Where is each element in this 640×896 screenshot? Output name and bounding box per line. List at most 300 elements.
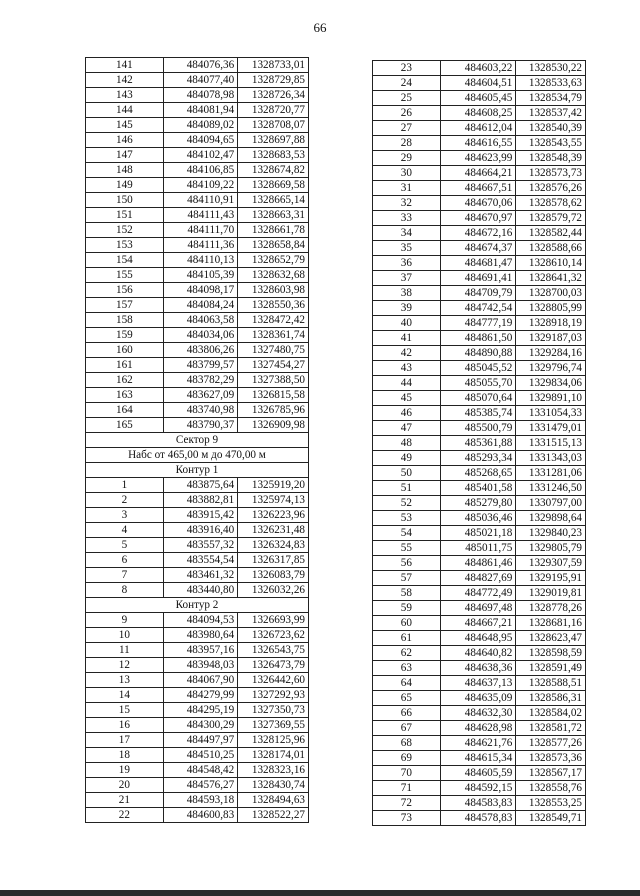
- table-row: [86, 313, 309, 328]
- section-heading-row: [86, 448, 309, 463]
- coord-x: 484106,85: [163, 163, 238, 178]
- table-row: [373, 541, 586, 556]
- coord-y: 1328683,53: [238, 148, 309, 163]
- table-row: [86, 673, 309, 688]
- point-number: 70: [373, 766, 441, 781]
- coord-y: 1326324,83: [238, 538, 309, 553]
- table-row: [86, 148, 309, 163]
- point-number: 58: [373, 586, 441, 601]
- point-number: 144: [86, 103, 164, 118]
- coord-y: 1327292,93: [238, 688, 309, 703]
- table-row: [373, 376, 586, 391]
- point-number: 149: [86, 178, 164, 193]
- table-row: [373, 631, 586, 646]
- point-number: 14: [86, 688, 164, 703]
- table-row: [373, 526, 586, 541]
- coord-x: 483461,32: [163, 568, 238, 583]
- coord-x: 484548,42: [163, 763, 238, 778]
- coord-x: 483957,16: [163, 643, 238, 658]
- point-number: 40: [373, 316, 441, 331]
- coord-y: 1328708,07: [238, 118, 309, 133]
- coord-y: 1326442,60: [238, 673, 309, 688]
- point-number: 16: [86, 718, 164, 733]
- coord-y: 1328553,25: [516, 796, 586, 811]
- coord-y: 1329307,59: [516, 556, 586, 571]
- point-number: 148: [86, 163, 164, 178]
- section-heading-row: [86, 463, 309, 478]
- coord-y: 1327369,55: [238, 718, 309, 733]
- coord-x: 484603,22: [440, 61, 516, 76]
- point-number: 31: [373, 181, 441, 196]
- table-row: [86, 718, 309, 733]
- coord-x: 484578,83: [440, 811, 516, 826]
- coord-x: 484637,13: [440, 676, 516, 691]
- table-row: [86, 163, 309, 178]
- point-number: 56: [373, 556, 441, 571]
- coord-x: 484094,65: [163, 133, 238, 148]
- coord-y: 1326083,79: [238, 568, 309, 583]
- table-row: [86, 658, 309, 673]
- point-number: 5: [86, 538, 164, 553]
- coord-y: 1328652,79: [238, 253, 309, 268]
- point-number: 32: [373, 196, 441, 211]
- table-row: [373, 301, 586, 316]
- coord-y: 1327388,50: [238, 373, 309, 388]
- coord-x: 484067,90: [163, 673, 238, 688]
- coord-x: 485036,46: [440, 511, 516, 526]
- coord-y: 1328323,16: [238, 763, 309, 778]
- table-row: [86, 88, 309, 103]
- coord-x: 485401,58: [440, 481, 516, 496]
- table-row: [373, 751, 586, 766]
- point-number: 23: [373, 61, 441, 76]
- coord-x: 484670,06: [440, 196, 516, 211]
- point-number: 22: [86, 808, 164, 823]
- section-heading: Контур 2: [86, 598, 309, 613]
- point-number: 57: [373, 571, 441, 586]
- point-number: 6: [86, 553, 164, 568]
- coord-y: 1326231,48: [238, 523, 309, 538]
- coord-x: 484094,53: [163, 613, 238, 628]
- coord-x: 484109,22: [163, 178, 238, 193]
- table-row: [86, 703, 309, 718]
- table-row: [373, 766, 586, 781]
- table-row: [373, 166, 586, 181]
- point-number: 141: [86, 58, 164, 73]
- coord-x: 484576,27: [163, 778, 238, 793]
- coord-y: 1326723,62: [238, 628, 309, 643]
- point-number: 73: [373, 811, 441, 826]
- coord-y: 1329840,23: [516, 526, 586, 541]
- point-number: 55: [373, 541, 441, 556]
- coord-y: 1327454,27: [238, 358, 309, 373]
- point-number: 65: [373, 691, 441, 706]
- coord-x: 484098,17: [163, 283, 238, 298]
- coord-x: 483806,26: [163, 343, 238, 358]
- coord-y: 1328537,42: [516, 106, 586, 121]
- coord-y: 1328641,32: [516, 271, 586, 286]
- table-row: [86, 253, 309, 268]
- coord-y: 1328726,34: [238, 88, 309, 103]
- point-number: 146: [86, 133, 164, 148]
- point-number: 37: [373, 271, 441, 286]
- coord-x: 485268,65: [440, 466, 516, 481]
- coord-x: 483440,80: [163, 583, 238, 598]
- point-number: 156: [86, 283, 164, 298]
- table-row: [86, 178, 309, 193]
- point-number: 26: [373, 106, 441, 121]
- coord-y: 1328567,17: [516, 766, 586, 781]
- point-number: 54: [373, 526, 441, 541]
- table-row: [373, 556, 586, 571]
- point-number: 142: [86, 73, 164, 88]
- point-number: 164: [86, 403, 164, 418]
- point-number: 165: [86, 418, 164, 433]
- table-row: [373, 736, 586, 751]
- table-row: [373, 61, 586, 76]
- table-row: [373, 226, 586, 241]
- coord-y: 1328778,26: [516, 601, 586, 616]
- coord-y: 1326693,99: [238, 613, 309, 628]
- coord-x: 484105,39: [163, 268, 238, 283]
- table-row: [373, 451, 586, 466]
- coord-y: 1328174,01: [238, 748, 309, 763]
- coord-y: 1328543,55: [516, 136, 586, 151]
- coord-y: 1326543,75: [238, 643, 309, 658]
- table-row: [373, 691, 586, 706]
- coord-x: 484497,97: [163, 733, 238, 748]
- table-row: [373, 661, 586, 676]
- coord-x: 484583,83: [440, 796, 516, 811]
- coord-x: 485055,70: [440, 376, 516, 391]
- coord-x: 485011,75: [440, 541, 516, 556]
- coord-x: 484648,95: [440, 631, 516, 646]
- section-heading: Контур 1: [86, 463, 309, 478]
- coord-y: 1328573,36: [516, 751, 586, 766]
- table-row: [86, 103, 309, 118]
- coord-y: 1326785,96: [238, 403, 309, 418]
- table-row: [373, 616, 586, 631]
- coord-x: 483557,32: [163, 538, 238, 553]
- coord-x: 484077,40: [163, 73, 238, 88]
- coord-x: 484295,19: [163, 703, 238, 718]
- section-heading: Набс от 465,00 м до 470,00 м: [86, 448, 309, 463]
- coord-y: 1331479,01: [516, 421, 586, 436]
- coord-x: 484111,70: [163, 223, 238, 238]
- point-number: 60: [373, 616, 441, 631]
- point-number: 38: [373, 286, 441, 301]
- point-number: 150: [86, 193, 164, 208]
- table-row: [86, 118, 309, 133]
- table-row: [373, 706, 586, 721]
- point-number: 50: [373, 466, 441, 481]
- point-number: 152: [86, 223, 164, 238]
- point-number: 59: [373, 601, 441, 616]
- coord-x: 483782,29: [163, 373, 238, 388]
- table-row: [86, 73, 309, 88]
- coord-y: 1328578,62: [516, 196, 586, 211]
- table-row: [373, 271, 586, 286]
- table-row: [373, 481, 586, 496]
- table-row: [373, 811, 586, 826]
- table-row: [373, 421, 586, 436]
- coord-y: 1328697,88: [238, 133, 309, 148]
- point-number: 161: [86, 358, 164, 373]
- coord-y: 1326223,96: [238, 508, 309, 523]
- coord-y: 1328918,19: [516, 316, 586, 331]
- point-number: 163: [86, 388, 164, 403]
- coord-y: 1328588,66: [516, 241, 586, 256]
- coord-y: 1328534,79: [516, 91, 586, 106]
- coord-x: 484632,30: [440, 706, 516, 721]
- point-number: 24: [373, 76, 441, 91]
- coord-x: 485070,64: [440, 391, 516, 406]
- point-number: 35: [373, 241, 441, 256]
- coord-x: 484616,55: [440, 136, 516, 151]
- coord-x: 484861,50: [440, 331, 516, 346]
- coord-x: 485279,80: [440, 496, 516, 511]
- point-number: 45: [373, 391, 441, 406]
- coord-x: 484604,51: [440, 76, 516, 91]
- coord-x: 484615,34: [440, 751, 516, 766]
- coord-x: 484667,21: [440, 616, 516, 631]
- coord-y: 1326317,85: [238, 553, 309, 568]
- point-number: 153: [86, 238, 164, 253]
- coord-x: 484279,99: [163, 688, 238, 703]
- page-number: 66: [313, 20, 327, 35]
- table-row: [373, 151, 586, 166]
- table-row: [86, 688, 309, 703]
- coord-y: 1328533,63: [516, 76, 586, 91]
- coord-x: 484628,98: [440, 721, 516, 736]
- coord-y: 1326909,98: [238, 418, 309, 433]
- table-row: [86, 283, 309, 298]
- point-number: 72: [373, 796, 441, 811]
- coord-y: 1328579,72: [516, 211, 586, 226]
- point-number: 13: [86, 673, 164, 688]
- table-row: [373, 436, 586, 451]
- table-row: [86, 298, 309, 313]
- table-row: [86, 613, 309, 628]
- point-number: 4: [86, 523, 164, 538]
- table-row: [373, 721, 586, 736]
- coord-x: 484672,16: [440, 226, 516, 241]
- point-number: 44: [373, 376, 441, 391]
- coord-y: 1328582,44: [516, 226, 586, 241]
- table-row: [86, 523, 309, 538]
- coord-x: 484827,69: [440, 571, 516, 586]
- coord-y: 1328522,27: [238, 808, 309, 823]
- coord-y: 1330797,00: [516, 496, 586, 511]
- coord-y: 1328584,02: [516, 706, 586, 721]
- point-number: 64: [373, 676, 441, 691]
- coord-x: 484110,13: [163, 253, 238, 268]
- point-number: 47: [373, 421, 441, 436]
- coord-y: 1328494,63: [238, 793, 309, 808]
- coord-y: 1328610,14: [516, 256, 586, 271]
- coord-y: 1327350,73: [238, 703, 309, 718]
- coord-x: 484709,79: [440, 286, 516, 301]
- table-row: [373, 181, 586, 196]
- point-number: 9: [86, 613, 164, 628]
- section-heading-row: [86, 598, 309, 613]
- coord-x: 484300,29: [163, 718, 238, 733]
- coord-x: 485045,52: [440, 361, 516, 376]
- table-row: [373, 646, 586, 661]
- coord-x: 484777,19: [440, 316, 516, 331]
- table-row: [86, 553, 309, 568]
- coord-y: 1328581,72: [516, 721, 586, 736]
- table-row: [86, 478, 309, 493]
- point-number: 28: [373, 136, 441, 151]
- point-number: 159: [86, 328, 164, 343]
- table-row: [373, 241, 586, 256]
- table-row: [373, 346, 586, 361]
- coord-x: 484691,41: [440, 271, 516, 286]
- point-number: 39: [373, 301, 441, 316]
- point-number: 51: [373, 481, 441, 496]
- coord-y: 1328361,74: [238, 328, 309, 343]
- point-number: 52: [373, 496, 441, 511]
- point-number: 42: [373, 346, 441, 361]
- coord-x: 484670,97: [440, 211, 516, 226]
- coordinates-table-right: [372, 60, 586, 826]
- coord-x: 484593,18: [163, 793, 238, 808]
- table-row: [373, 796, 586, 811]
- coord-y: 1328733,01: [238, 58, 309, 73]
- table-row: [373, 316, 586, 331]
- point-number: 30: [373, 166, 441, 181]
- point-number: 10: [86, 628, 164, 643]
- coord-x: 483948,03: [163, 658, 238, 673]
- coord-y: 1328674,82: [238, 163, 309, 178]
- coord-y: 1328658,84: [238, 238, 309, 253]
- coord-x: 484102,47: [163, 148, 238, 163]
- coord-y: 1329898,64: [516, 511, 586, 526]
- coord-y: 1329284,16: [516, 346, 586, 361]
- section-heading: Сектор 9: [86, 433, 309, 448]
- point-number: 62: [373, 646, 441, 661]
- coord-y: 1328472,42: [238, 313, 309, 328]
- coord-x: 483915,42: [163, 508, 238, 523]
- coord-x: 484674,37: [440, 241, 516, 256]
- table-row: [373, 91, 586, 106]
- coord-x: 484510,25: [163, 748, 238, 763]
- coord-y: 1328125,96: [238, 733, 309, 748]
- table-row: [86, 418, 309, 433]
- table-row: [86, 193, 309, 208]
- coord-x: 484742,54: [440, 301, 516, 316]
- point-number: 46: [373, 406, 441, 421]
- coord-x: 483554,54: [163, 553, 238, 568]
- coord-y: 1328665,14: [238, 193, 309, 208]
- table-row: [373, 676, 586, 691]
- table-row: [86, 808, 309, 823]
- coord-y: 1325974,13: [238, 493, 309, 508]
- coord-x: 484623,99: [440, 151, 516, 166]
- point-number: 34: [373, 226, 441, 241]
- coord-x: 484612,04: [440, 121, 516, 136]
- point-number: 1: [86, 478, 164, 493]
- coord-x: 484063,58: [163, 313, 238, 328]
- table-row: [86, 403, 309, 418]
- coord-x: 484667,51: [440, 181, 516, 196]
- coord-x: 485361,88: [440, 436, 516, 451]
- coord-x: 484110,91: [163, 193, 238, 208]
- table-row: [86, 508, 309, 523]
- coord-y: 1331515,13: [516, 436, 586, 451]
- coord-x: 483980,64: [163, 628, 238, 643]
- coord-y: 1328720,77: [238, 103, 309, 118]
- table-row: [86, 343, 309, 358]
- point-number: 43: [373, 361, 441, 376]
- table-row: [373, 331, 586, 346]
- coord-y: 1326815,58: [238, 388, 309, 403]
- point-number: 145: [86, 118, 164, 133]
- coord-x: 483790,37: [163, 418, 238, 433]
- point-number: 53: [373, 511, 441, 526]
- coord-y: 1327480,75: [238, 343, 309, 358]
- coord-y: 1326032,26: [238, 583, 309, 598]
- table-row: [86, 748, 309, 763]
- table-row: [373, 496, 586, 511]
- table-row: [373, 286, 586, 301]
- coord-x: 484861,46: [440, 556, 516, 571]
- table-row: [373, 106, 586, 121]
- point-number: 29: [373, 151, 441, 166]
- coord-y: 1328577,26: [516, 736, 586, 751]
- coord-x: 485021,18: [440, 526, 516, 541]
- table-row: [373, 76, 586, 91]
- coord-x: 484084,24: [163, 298, 238, 313]
- table-row: [86, 328, 309, 343]
- point-number: 69: [373, 751, 441, 766]
- point-number: 61: [373, 631, 441, 646]
- table-row: [86, 733, 309, 748]
- coord-y: 1328588,51: [516, 676, 586, 691]
- coord-x: 484605,45: [440, 91, 516, 106]
- coord-y: 1329019,81: [516, 586, 586, 601]
- table-row: [373, 466, 586, 481]
- table-row: [86, 763, 309, 778]
- coord-x: 483916,40: [163, 523, 238, 538]
- table-row: [373, 391, 586, 406]
- point-number: 162: [86, 373, 164, 388]
- point-number: 157: [86, 298, 164, 313]
- coord-x: 483875,64: [163, 478, 238, 493]
- table-row: [373, 586, 586, 601]
- coord-y: 1328573,73: [516, 166, 586, 181]
- point-number: 63: [373, 661, 441, 676]
- point-number: 67: [373, 721, 441, 736]
- coord-x: 484111,36: [163, 238, 238, 253]
- coord-y: 1329805,79: [516, 541, 586, 556]
- point-number: 160: [86, 343, 164, 358]
- coord-x: 484621,76: [440, 736, 516, 751]
- table-row: [86, 238, 309, 253]
- point-number: 71: [373, 781, 441, 796]
- coord-x: 484697,48: [440, 601, 516, 616]
- table-row: [86, 208, 309, 223]
- table-row: [373, 196, 586, 211]
- coord-x: 484592,15: [440, 781, 516, 796]
- coord-y: 1329195,91: [516, 571, 586, 586]
- table-row: [86, 778, 309, 793]
- coord-y: 1328550,36: [238, 298, 309, 313]
- coord-x: 484638,36: [440, 661, 516, 676]
- coord-y: 1331281,06: [516, 466, 586, 481]
- coord-y: 1328548,39: [516, 151, 586, 166]
